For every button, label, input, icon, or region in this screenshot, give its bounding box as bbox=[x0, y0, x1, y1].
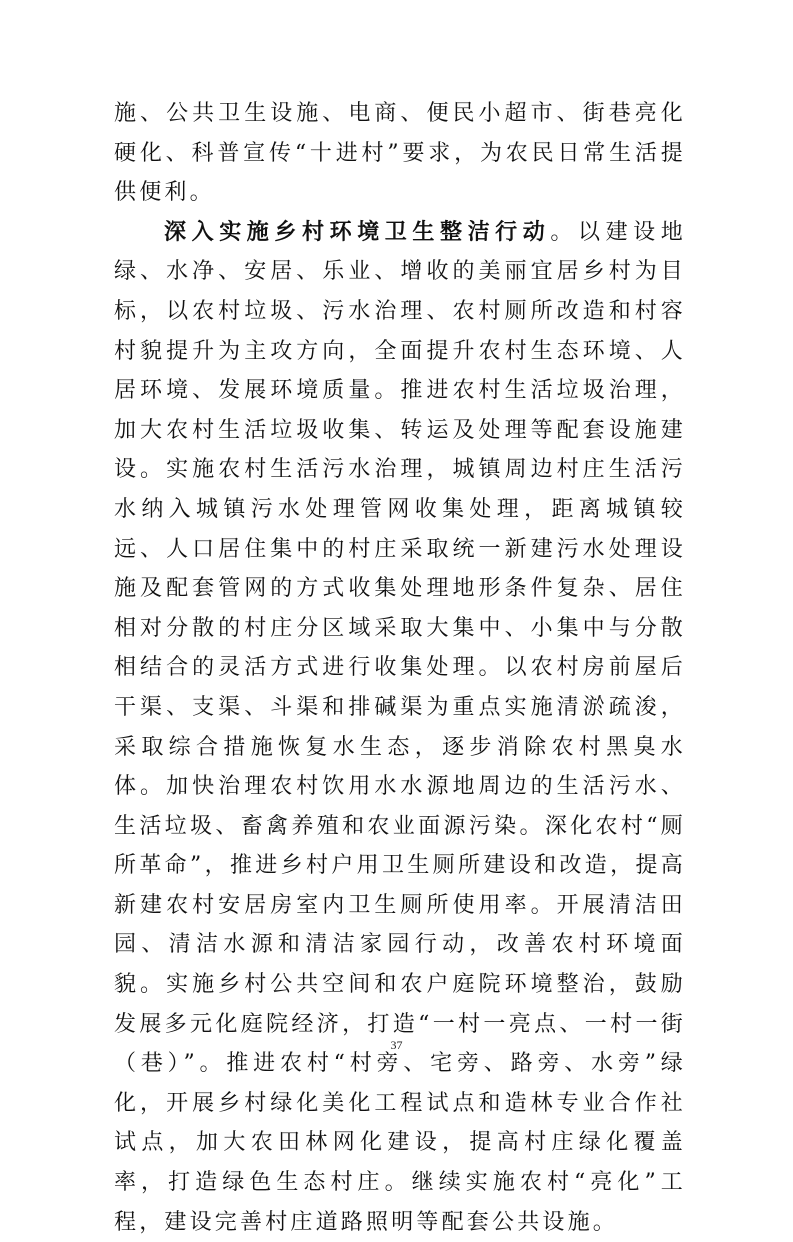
section-paragraph bbox=[114, 213, 686, 1242]
body-text bbox=[114, 94, 686, 1242]
continuation-paragraph: 施、公共卫生设施、电商、便民小超市、街巷亮化硬化、科普宣传“十进村”要求，为农民日常生活提供便利。 bbox=[114, 101, 686, 206]
section-body: 。以建设地绿、水净、安居、乐业、增收的美丽宜居乡村为目标，以农村垃圾、污水治理、农村厕所改造和村容村貌提升为主攻方向，全面提升农村生态环境、人居环境、发展环境质量。推进农村生活垃圾治理，加大农村生活垃圾收集、转运及处理等配套设施建设。实施农村生活污水治理，城镇周边村庄生活污水纳入城镇污水处理管网收集处理，距离城镇较远、人口居住集中的村庄采取统一新建污水处理设施及配套管网的方式收集处理地形条件复杂、居住相对分散的村庄分区域采取大集中、小集中与分散相结合的灵活方式进行收集处理。以农村房前屋后干渠、支渠、斗渠和排碱渠为重点实施清淤疏浚，采取综合措施恢复水生态，逐步消除农村黑臭水体。加快治理农村饮用水水源地周边的生活污水、生活垃圾、畜禽养殖和农业面源污染。深化农村“厕所革命”，推进乡村户用卫生厕所建设和改造，提高新建农村安居房室内卫生厕所使用率。开展清洁田园、清洁水源和清洁家园行动，改善农村环境面貌。实施乡村公共空间和农户庭院环境整治，鼓励发展多元化庭院经济，打造“一村一亮点、一村一街（巷）”。推进农村“村旁、宅旁、路旁、水旁”绿化，开展乡村绿化美化工程试点和造林专业合作社试点，加大农田林网化建设，提高村庄绿化覆盖率，打造绿色生态村庄。继续实施农村“亮化”工程，建设完善村庄道路照明等配套公共设施。 bbox=[114, 219, 686, 1235]
section-heading: 深入实施乡村环境卫生整洁行动 bbox=[164, 219, 551, 245]
page-number: 37 bbox=[390, 1038, 403, 1052]
